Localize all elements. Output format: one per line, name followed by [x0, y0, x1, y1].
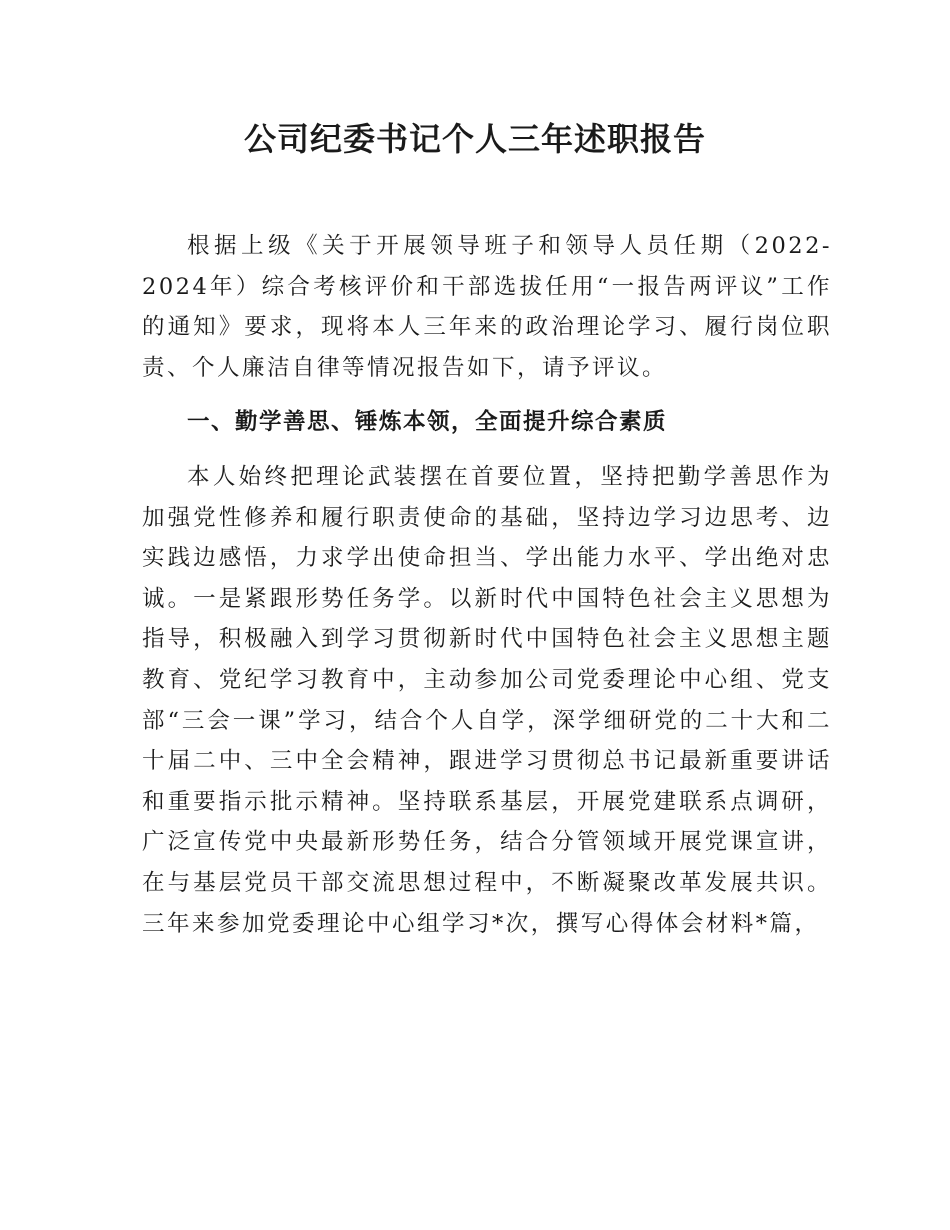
intro-paragraph: 根据上级《关于开展领导班子和领导人员任期（2022-2024年）综合考核评价和干部选拔任用“一报告两评议”工作的通知》要求，现将本人三年来的政治理论学习、履行岗位职责、个人廉洁自律等情况报告如下，请予评议。 [142, 233, 832, 381]
section-heading: 一、勤学善思、锤炼本领，全面提升综合素质 [187, 409, 668, 436]
document-body [142, 226, 832, 944]
document-title: 公司纪委书记个人三年述职报告 [243, 120, 706, 158]
section-paragraph: 本人始终把理论武装摆在首要位置，坚持把勤学善思作为加强党性修养和履行职责使命的基础，坚持边学习边思考、边实践边感悟，力求学出使命担当、学出能力水平、学出绝对忠诚。一是紧跟形势任务学。以新时代中国特色社会主义思想为指导，积极融入到学习贯彻新时代中国特色社会主义思想主题教育、党纪学习教育中，主动参加公司党委理论中心组、党支部“三会一课”学习，结合个人自学，深学细研党的二十大和二十届二中、三中全会精神，跟进学习贯彻总书记最新重要讲话和重要指示批示精神。坚持联系基层，开展党建联系点调研，广泛宣传党中央最新形势任务，结合分管领域开展党课宣讲，在与基层党员干部交流思想过程中，不断凝聚改革发展共识。三年来参加党委理论中心组学习*次，撰写心得体会材料*篇， [142, 463, 832, 937]
